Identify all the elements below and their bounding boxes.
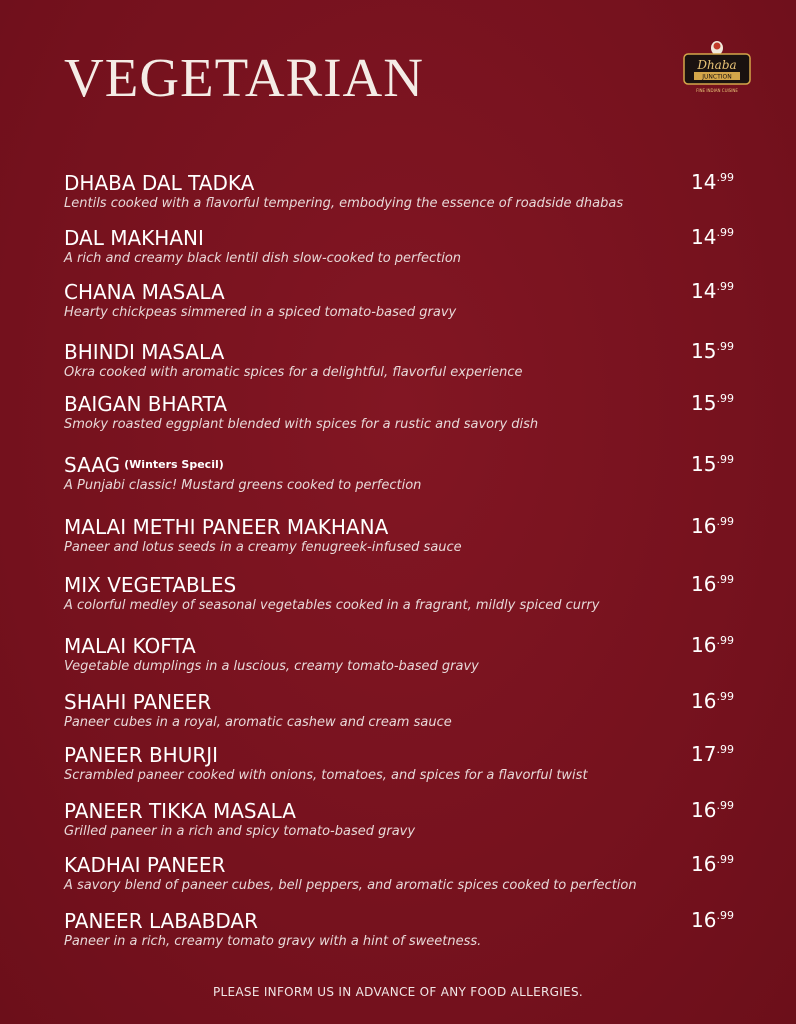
menu-item-description: A Punjabi classic! Mustard greens cooked to perfection xyxy=(64,478,422,493)
price-whole: 16 xyxy=(691,514,717,538)
allergy-notice: PLEASE INFORM US IN ADVANCE OF ANY FOOD ALLERGIES. xyxy=(213,985,583,999)
menu-item xyxy=(64,800,744,840)
menu-item-description: Paneer in a rich, creamy tomato gravy with a hint of sweetness. xyxy=(64,934,482,949)
price-whole: 16 xyxy=(691,633,717,657)
menu-item-price xyxy=(691,170,734,194)
menu-item-description: Hearty chickpeas simmered in a spiced tomato-based gravy xyxy=(64,305,457,320)
price-cents: .99 xyxy=(716,690,734,703)
menu-item-title: MIX VEGETABLES xyxy=(64,573,237,597)
menu-item-price xyxy=(691,742,734,766)
menu-item-title: MALAI METHI PANEER MAKHANA xyxy=(64,515,389,539)
menu-item-description: Vegetable dumplings in a luscious, creamy tomato-based gravy xyxy=(64,659,479,674)
menu-item-description: A savory blend of paneer cubes, bell peppers, and aromatic spices cooked to perfection xyxy=(64,878,637,893)
menu-item-price xyxy=(691,279,734,303)
menu-item-price xyxy=(691,391,734,415)
price-whole: 16 xyxy=(691,798,717,822)
menu-item xyxy=(64,574,744,614)
menu-item-name xyxy=(64,393,744,415)
logo-tagline: FINE INDIAN CUISINE xyxy=(696,88,738,93)
menu-item-name xyxy=(64,744,744,766)
price-cents: .99 xyxy=(716,634,734,647)
price-whole: 17 xyxy=(691,742,717,766)
menu-item-price xyxy=(691,514,734,538)
menu-item-title: PANEER BHURJI xyxy=(64,743,219,767)
price-cents: .99 xyxy=(716,799,734,812)
menu-item-price xyxy=(691,572,734,596)
menu-item-note: (Winters Specil) xyxy=(124,458,224,471)
menu-item-name xyxy=(64,281,744,303)
menu-item-name xyxy=(64,910,744,932)
menu-item-name xyxy=(64,341,744,363)
menu-item-name xyxy=(64,691,744,713)
price-cents: .99 xyxy=(716,515,734,528)
menu-item-title: DAL MAKHANI xyxy=(64,226,204,250)
menu-item-description: Lentils cooked with a flavorful tempering, embodying the essence of roadside dhabas xyxy=(64,196,624,211)
logo-brand: Dhaba xyxy=(697,58,737,72)
menu-item-price xyxy=(691,689,734,713)
menu-item xyxy=(64,227,744,267)
menu-item-description: Smoky roasted eggplant blended with spices for a rustic and savory dish xyxy=(64,417,539,432)
menu-item-name xyxy=(64,454,744,476)
menu-item xyxy=(64,454,744,494)
price-cents: .99 xyxy=(716,226,734,239)
menu-item xyxy=(64,516,744,556)
menu-item-title: PANEER TIKKA MASALA xyxy=(64,799,296,823)
menu-item xyxy=(64,691,744,731)
menu-item xyxy=(64,341,744,381)
menu-item-price xyxy=(691,852,734,876)
menu-item xyxy=(64,393,744,433)
price-cents: .99 xyxy=(716,392,734,405)
menu-item-title: PANEER LABABDAR xyxy=(64,909,258,933)
price-whole: 15 xyxy=(691,452,717,476)
price-whole: 16 xyxy=(691,689,717,713)
menu-item-description: A colorful medley of seasonal vegetables cooked in a fragrant, mildly spiced curry xyxy=(64,598,600,613)
menu-item-name xyxy=(64,574,744,596)
menu-item-description: Scrambled paneer cooked with onions, tomatoes, and spices for a flavorful twist xyxy=(64,768,588,783)
menu-item-name xyxy=(64,227,744,249)
price-whole: 14 xyxy=(691,170,717,194)
menu-item-title: BHINDI MASALA xyxy=(64,340,225,364)
menu-item-title: DHABA DAL TADKA xyxy=(64,171,255,195)
menu-item-price xyxy=(691,452,734,476)
price-cents: .99 xyxy=(716,453,734,466)
price-cents: .99 xyxy=(716,280,734,293)
price-cents: .99 xyxy=(716,340,734,353)
price-whole: 16 xyxy=(691,908,717,932)
menu-item-price xyxy=(691,225,734,249)
page-title: VEGETARIAN xyxy=(64,47,424,108)
price-whole: 14 xyxy=(691,225,717,249)
menu-item xyxy=(64,635,744,675)
menu-item-name xyxy=(64,172,744,194)
menu-item-price xyxy=(691,339,734,363)
menu-item xyxy=(64,854,744,894)
menu-item-title: SHAHI PANEER xyxy=(64,690,212,714)
restaurant-logo xyxy=(680,38,754,102)
menu-item-description: A rich and creamy black lentil dish slow-cooked to perfection xyxy=(64,251,462,266)
menu-item-name xyxy=(64,800,744,822)
menu-item-description: Grilled paneer in a rich and spicy tomato-based gravy xyxy=(64,824,416,839)
menu-item-price xyxy=(691,798,734,822)
price-cents: .99 xyxy=(716,909,734,922)
price-whole: 15 xyxy=(691,339,717,363)
price-whole: 16 xyxy=(691,572,717,596)
menu-item-title: BAIGAN BHARTA xyxy=(64,392,228,416)
menu-item-description: Okra cooked with aromatic spices for a delightful, flavorful experience xyxy=(64,365,523,380)
menu-item-title: CHANA MASALA xyxy=(64,280,225,304)
menu-item xyxy=(64,744,744,784)
price-cents: .99 xyxy=(716,573,734,586)
price-cents: .99 xyxy=(716,743,734,756)
price-cents: .99 xyxy=(716,171,734,184)
price-whole: 14 xyxy=(691,279,717,303)
price-whole: 15 xyxy=(691,391,717,415)
menu-item-name xyxy=(64,516,744,538)
menu-item-price xyxy=(691,908,734,932)
menu-item-name xyxy=(64,854,744,876)
menu-item xyxy=(64,281,744,321)
menu-item-title: SAAG xyxy=(64,453,121,477)
menu-item-name xyxy=(64,635,744,657)
menu-item xyxy=(64,172,744,212)
menu-item-title: MALAI KOFTA xyxy=(64,634,196,658)
logo-sub: JUNCTION xyxy=(702,73,732,81)
menu-item-title: KADHAI PANEER xyxy=(64,853,226,877)
menu-item-description: Paneer and lotus seeds in a creamy fenugreek-infused sauce xyxy=(64,540,462,555)
price-whole: 16 xyxy=(691,852,717,876)
menu-item-description: Paneer cubes in a royal, aromatic cashew and cream sauce xyxy=(64,715,452,730)
menu-item-price xyxy=(691,633,734,657)
price-cents: .99 xyxy=(716,853,734,866)
menu-item xyxy=(64,910,744,950)
